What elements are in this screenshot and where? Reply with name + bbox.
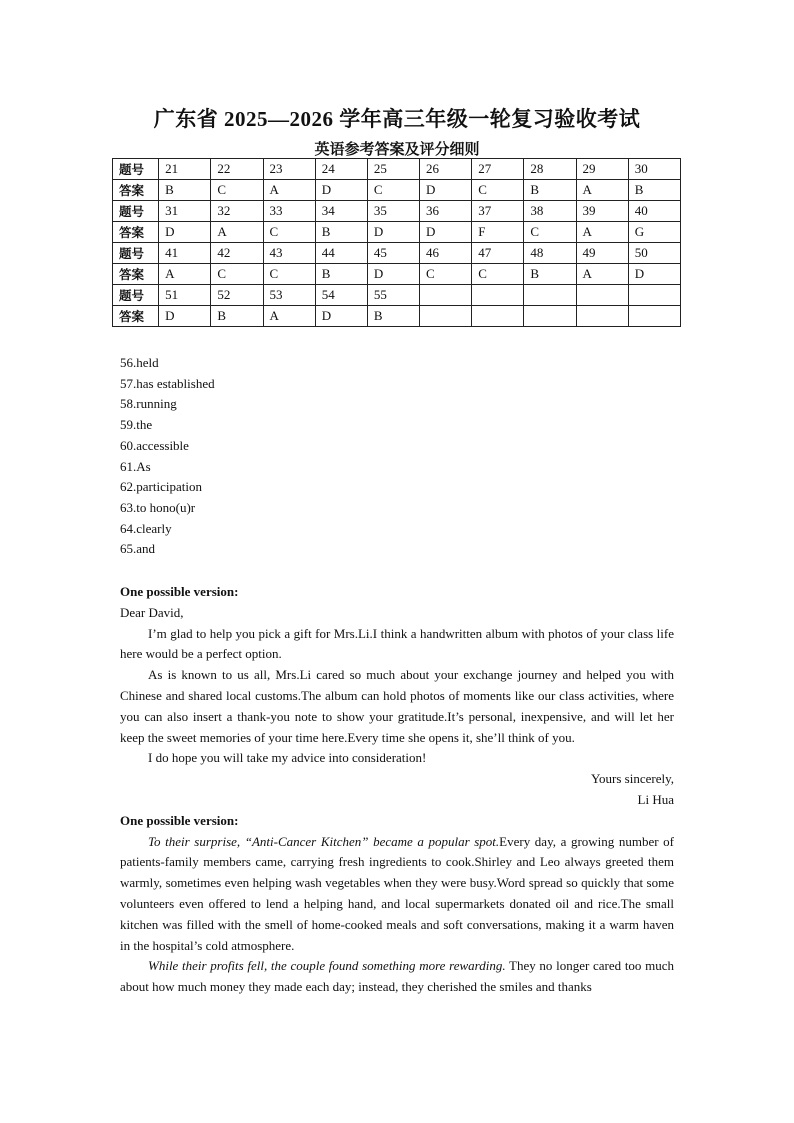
table-cell: B <box>315 264 367 285</box>
letter-salutation: Dear David, <box>120 604 184 620</box>
table-cell: D <box>159 306 211 327</box>
table-cell: A <box>263 306 315 327</box>
row-label: 答案 <box>113 264 159 285</box>
table-cell: 36 <box>420 201 472 222</box>
continuation-prompt: To their surprise, “Anti-Cancer Kitchen” became a popular spot. <box>148 833 500 849</box>
list-item: 61.As <box>120 458 151 474</box>
table-cell: G <box>628 222 680 243</box>
table-row <box>113 180 681 201</box>
list-item: 58.running <box>120 396 177 412</box>
table-cell: A <box>211 222 263 243</box>
table-cell: F <box>472 222 524 243</box>
table-cell: 23 <box>263 159 315 180</box>
table-cell: 29 <box>576 159 628 180</box>
table-cell: A <box>263 180 315 201</box>
table-cell: 27 <box>472 159 524 180</box>
row-label: 答案 <box>113 306 159 327</box>
table-cell: 21 <box>159 159 211 180</box>
table-cell: 47 <box>472 243 524 264</box>
table-cell: A <box>576 264 628 285</box>
table-cell: 30 <box>628 159 680 180</box>
continuation-paragraph <box>120 832 674 957</box>
table-cell: C <box>211 180 263 201</box>
table-row <box>113 201 681 222</box>
table-cell: D <box>420 180 472 201</box>
table-cell: 50 <box>628 243 680 264</box>
table-cell: 33 <box>263 201 315 222</box>
table-cell: D <box>367 264 419 285</box>
table-cell <box>524 285 576 306</box>
table-cell: D <box>420 222 472 243</box>
document-subtitle: 英语参考答案及评分细则 <box>314 142 480 158</box>
table-cell: 34 <box>315 201 367 222</box>
writing-1-heading: One possible version: <box>120 584 239 599</box>
table-cell: 42 <box>211 243 263 264</box>
table-cell: C <box>263 264 315 285</box>
list-item: 57.has established <box>120 375 215 391</box>
letter-signature: Li Hua <box>637 791 674 807</box>
table-cell: 44 <box>315 243 367 264</box>
table-cell: 38 <box>524 201 576 222</box>
table-cell: 55 <box>367 285 419 306</box>
table-cell: 45 <box>367 243 419 264</box>
continuation-paragraph <box>120 956 674 998</box>
table-cell: D <box>367 222 419 243</box>
table-cell <box>420 306 472 327</box>
table-cell: B <box>524 180 576 201</box>
list-item: 60.accessible <box>120 437 189 453</box>
document-title: 广东省 2025—2026 学年高三年级一轮复习验收考试 <box>153 107 641 131</box>
table-cell: 35 <box>367 201 419 222</box>
table-row <box>113 243 681 264</box>
table-cell: 31 <box>159 201 211 222</box>
continuation-text: Every day, a growing number of patients-family members came, carrying fresh ingredients to cook.Shirley and Leo always greeted them warmly, sometimes even helping wash vegetables when they were busy.Word spread so quickly that some volunteers even offered to lend a helping hand, and local supermarkets donated oil and rice.The small kitchen was filled with the smell of home-cooked meals and soft conversations, making it a warm haven in the hospital’s cold atmosphere. <box>120 833 675 953</box>
answer-table <box>112 158 681 327</box>
writing-section <box>120 582 674 998</box>
table-cell: 40 <box>628 201 680 222</box>
row-label: 答案 <box>113 222 159 243</box>
table-cell: 32 <box>211 201 263 222</box>
table-cell: 46 <box>420 243 472 264</box>
row-label: 题号 <box>113 285 159 306</box>
table-cell: D <box>159 222 211 243</box>
letter-paragraph: I’m glad to help you pick a gift for Mrs.Li.I think a handwritten album with photos of your class life here would be a perfect option. <box>120 625 674 662</box>
table-cell <box>576 285 628 306</box>
writing-2-heading: One possible version: <box>120 812 239 828</box>
table-cell: 48 <box>524 243 576 264</box>
list-item: 65.and <box>120 541 156 557</box>
table-cell: D <box>315 306 367 327</box>
table-cell: 49 <box>576 243 628 264</box>
table-cell: A <box>576 222 628 243</box>
table-cell: D <box>315 180 367 201</box>
table-cell: 52 <box>211 285 263 306</box>
letter-paragraph: As is known to us all, Mrs.Li cared so much about your exchange journey and helped you with Chinese and shared local customs.The album can hold photos of moments like our class activities, where you can also insert a thank-you note to show your gratitude.It’s personal, inexpensive, and will let her keep the sweet memories of your time here.Every time she opens it, she’ll think of you. <box>120 667 674 745</box>
table-cell: A <box>576 180 628 201</box>
table-cell <box>628 285 680 306</box>
row-label: 答案 <box>113 180 159 201</box>
table-cell: C <box>263 222 315 243</box>
table-cell: C <box>420 264 472 285</box>
list-item: 56.held <box>120 355 159 370</box>
table-cell: 54 <box>315 285 367 306</box>
continuation-prompt: While their profits fell, the couple found something more rewarding. <box>148 958 506 974</box>
table-cell: 24 <box>315 159 367 180</box>
row-label: 题号 <box>113 201 159 222</box>
table-cell: 37 <box>472 201 524 222</box>
letter-paragraph: I do hope you will take my advice into consideration! <box>148 750 427 766</box>
table-cell: 28 <box>524 159 576 180</box>
table-cell: 26 <box>420 159 472 180</box>
list-item: 62.participation <box>120 479 202 495</box>
row-label: 题号 <box>113 243 159 264</box>
table-row <box>113 264 681 285</box>
table-cell: 53 <box>263 285 315 306</box>
table-row <box>113 222 681 243</box>
continuation-text: They no longer cared too much about how much money they made each day; instead, they cherished the smiles and thanks <box>120 958 674 995</box>
list-item: 63.to hono(u)r <box>120 499 196 515</box>
fill-in-answers <box>120 353 215 560</box>
table-cell: B <box>211 306 263 327</box>
table-cell <box>472 285 524 306</box>
table-cell: C <box>524 222 576 243</box>
table-cell: 43 <box>263 243 315 264</box>
table-cell <box>576 306 628 327</box>
table-cell: B <box>315 222 367 243</box>
table-cell <box>472 306 524 327</box>
table-cell: 41 <box>159 243 211 264</box>
table-row <box>113 159 681 180</box>
table-cell: B <box>159 180 211 201</box>
table-cell <box>524 306 576 327</box>
list-item: 64.clearly <box>120 520 172 536</box>
table-cell: D <box>628 264 680 285</box>
table-cell: C <box>211 264 263 285</box>
table-cell: B <box>628 180 680 201</box>
row-label: 题号 <box>113 159 159 180</box>
table-cell: 22 <box>211 159 263 180</box>
table-cell: 25 <box>367 159 419 180</box>
table-row <box>113 285 681 306</box>
table-cell: C <box>472 180 524 201</box>
letter-closing: Yours sincerely, <box>590 771 674 787</box>
list-item: 59.the <box>120 417 153 433</box>
table-cell: C <box>367 180 419 201</box>
table-cell: B <box>524 264 576 285</box>
table-cell: A <box>159 264 211 285</box>
table-row <box>113 306 681 327</box>
table-cell: 39 <box>576 201 628 222</box>
table-cell <box>420 285 472 306</box>
table-cell: B <box>367 306 419 327</box>
table-cell <box>628 306 680 327</box>
table-cell: 51 <box>159 285 211 306</box>
table-cell: C <box>472 264 524 285</box>
